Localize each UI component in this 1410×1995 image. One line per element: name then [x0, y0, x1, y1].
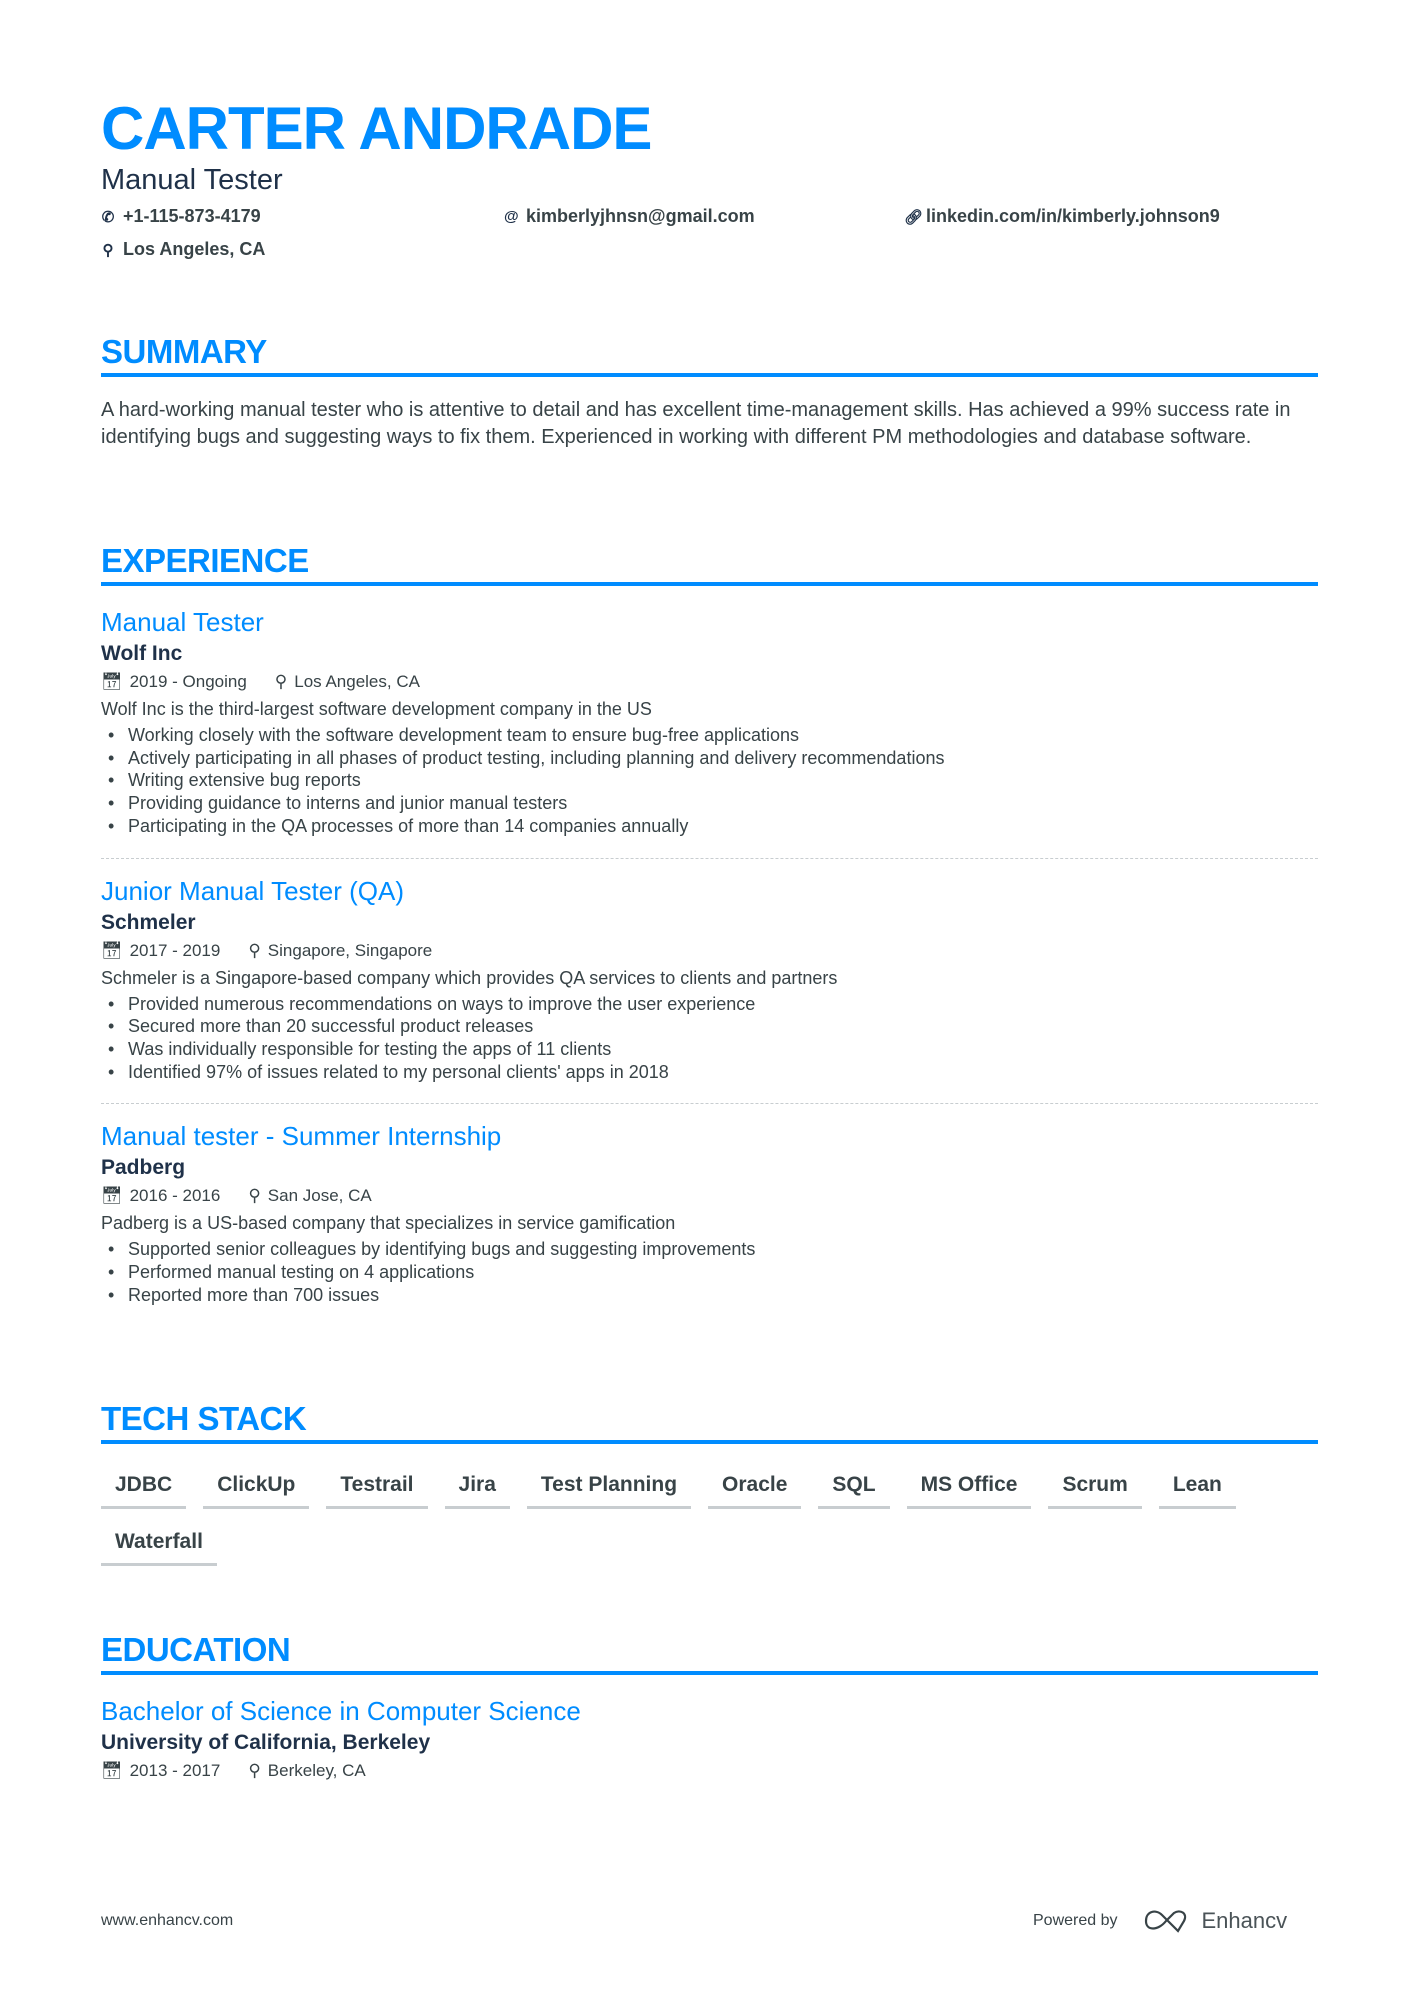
contact-linkedin[interactable] — [904, 206, 1220, 227]
job-divider — [101, 858, 1318, 859]
at-icon: @ — [504, 208, 519, 225]
job-meta — [101, 1184, 1318, 1208]
company-description: Padberg is a US-based company that specializes in service gamification — [101, 1213, 676, 1234]
calendar-icon: 📅︎ — [101, 1186, 123, 1206]
location-pin-icon: ⚲ — [274, 672, 288, 691]
skill-tag: JDBC — [101, 1466, 186, 1509]
location: Singapore, Singapore — [267, 940, 433, 960]
dates: 2016 - 2016 — [129, 1186, 221, 1206]
footer-website[interactable]: www.enhancv.com — [101, 1912, 234, 1929]
bullet-item: • Writing extensive bug reports — [101, 769, 1318, 792]
job-title: Junior Manual Tester (QA) — [101, 875, 404, 906]
contact-location — [101, 239, 265, 260]
section-divider — [101, 582, 1318, 586]
bullet-item: • Reported more than 700 issues — [101, 1284, 1318, 1307]
location: Berkeley, CA — [267, 1761, 366, 1780]
company-name: Padberg — [101, 1156, 186, 1180]
section-divider — [101, 1671, 1318, 1675]
school: University of California, Berkeley — [101, 1731, 431, 1754]
education-section — [101, 1631, 1318, 1783]
skill-tag: Test Planning — [527, 1466, 691, 1509]
education-meta — [101, 1759, 1318, 1783]
location-pin-icon: ⚲ — [102, 241, 114, 259]
enhancv-logo-icon — [1144, 1909, 1190, 1933]
job-meta — [101, 939, 1318, 963]
company-name: Wolf Inc — [101, 642, 183, 665]
skill-tag: MS Office — [907, 1466, 1032, 1509]
job-entry — [101, 606, 1318, 838]
location: Los Angeles, CA — [294, 672, 420, 691]
skill-tag: Waterfall — [101, 1523, 217, 1566]
tag-list — [101, 1466, 1318, 1566]
bullet-item: • Was individually responsible for testing the apps of 11 clients — [101, 1038, 1318, 1061]
job-title: Manual Tester — [101, 607, 264, 637]
bullet-item: • Actively participating in all phases of product testing, including planning and delivery recommendations — [101, 747, 1318, 770]
section-divider — [101, 1440, 1318, 1444]
company-name: Schmeler — [101, 910, 196, 934]
phone-text: +1-115-873-4179 — [123, 206, 261, 226]
section-heading: EXPERIENCE — [101, 542, 309, 579]
section-heading: EDUCATION — [101, 1631, 291, 1668]
bullet-item: • Provided numerous recommendations on ways to improve the user experience — [101, 993, 1318, 1016]
summary-text: A hard-working manual tester who is attentive to detail and has excellent time-management skills. Has achieved a 99% success rate in identifying bugs and suggesting ways to fix them. Experienced in working with different PM methodologies and database software. — [101, 399, 1291, 448]
job-entry — [101, 875, 1318, 1084]
powered-by-label: Powered by — [1033, 1912, 1118, 1929]
dates: 2013 - 2017 — [129, 1761, 221, 1780]
job-divider — [101, 1103, 1318, 1104]
experience-section — [101, 542, 1318, 1306]
email-link[interactable]: kimberlyjhnsn@gmail.com — [526, 206, 755, 226]
dates: 2017 - 2019 — [129, 940, 221, 960]
bullet-item: • Working closely with the software development team to ensure bug-free applications — [101, 724, 1318, 747]
job-meta — [101, 670, 1318, 694]
bullet-item: • Providing guidance to interns and junior manual testers — [101, 792, 1318, 815]
bullet-list — [101, 724, 1318, 838]
skill-tag: Lean — [1159, 1466, 1236, 1509]
skill-tag: ClickUp — [203, 1466, 309, 1509]
candidate-title: Manual Tester — [101, 164, 283, 196]
job-title: Manual tester - Summer Internship — [101, 1121, 502, 1152]
company-description: Wolf Inc is the third-largest software development company in the US — [101, 699, 652, 719]
footer-branding — [1033, 1908, 1287, 1934]
skill-tag: Jira — [445, 1466, 510, 1509]
tech-stack-section — [101, 1400, 1318, 1566]
bullet-item: • Identified 97% of issues related to my personal clients' apps in 2018 — [101, 1061, 1318, 1084]
linkedin-link[interactable]: linkedin.com/in/kimberly.johnson9 — [926, 206, 1220, 226]
location-pin-icon: ⚲ — [248, 1761, 261, 1780]
skill-tag: Scrum — [1048, 1466, 1141, 1509]
bullet-item: • Secured more than 20 successful product releases — [101, 1015, 1318, 1038]
calendar-icon: 📅︎ — [101, 1761, 123, 1780]
contact-email[interactable] — [504, 206, 755, 227]
job-list — [101, 606, 1318, 1306]
skill-tag: SQL — [818, 1466, 889, 1509]
job-entry — [101, 1120, 1318, 1306]
skill-tag: Testrail — [326, 1466, 427, 1509]
calendar-icon: 📅︎ — [101, 672, 123, 691]
location: San Jose, CA — [267, 1186, 372, 1206]
phone-icon: ✆ — [101, 208, 115, 226]
degree: Bachelor of Science in Computer Science — [101, 1696, 581, 1726]
section-heading: TECH STACK — [101, 1400, 307, 1437]
section-divider — [101, 373, 1318, 377]
bullet-list — [101, 1238, 1318, 1306]
contact-phone — [101, 206, 261, 227]
location-pin-icon: ⚲ — [248, 1186, 261, 1206]
candidate-name: CARTER ANDRADE — [101, 95, 652, 162]
section-heading: SUMMARY — [101, 333, 267, 370]
company-description: Schmeler is a Singapore-based company which provides QA services to clients and partners — [101, 967, 838, 988]
bullet-item: • Performed manual testing on 4 applications — [101, 1261, 1318, 1284]
enhancv-logo — [1144, 1908, 1288, 1934]
link-icon: 🔗︎ — [904, 208, 924, 226]
dates: 2019 - Ongoing — [129, 672, 247, 691]
bullet-item: • Supported senior colleagues by identifying bugs and suggesting improvements — [101, 1238, 1318, 1261]
location-text: Los Angeles, CA — [123, 239, 266, 259]
skill-tag: Oracle — [708, 1466, 801, 1509]
enhancv-brand: Enhancv — [1201, 1908, 1288, 1933]
bullet-list — [101, 993, 1318, 1084]
summary-section — [101, 333, 1318, 451]
location-pin-icon: ⚲ — [248, 940, 261, 960]
calendar-icon: 📅︎ — [101, 940, 123, 960]
bullet-item: • Participating in the QA processes of more than 14 companies annually — [101, 815, 1318, 838]
